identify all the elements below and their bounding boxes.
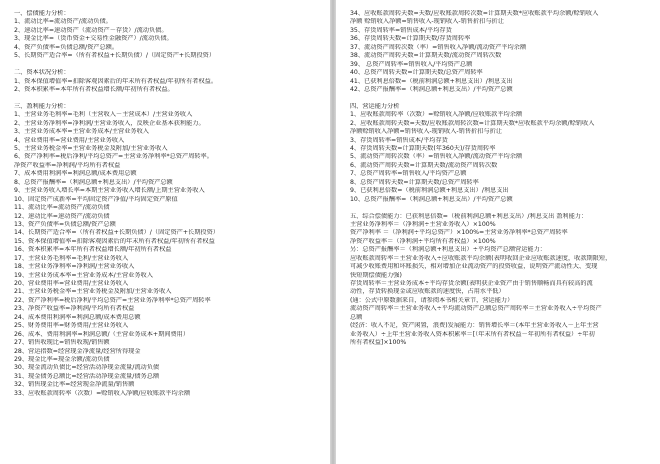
text-line: 15、资本保值增值率=扣除客观因素后的年末所有者权益/年初所有者权益 <box>14 237 215 245</box>
text-line: 业务收入）÷上年主营业务收入资本积累率＝[（年末所有者权益－年初所有者权益）÷年初 <box>350 330 595 338</box>
text-line: 主营业务净利率＝（净利润÷主营业务收入）×100% <box>350 220 496 228</box>
text-line: 20、营业费用率=营业费用/主营业务收入 <box>14 280 129 287</box>
text-line: 6、流动资产周转天数=计算期天数/流动资产周转次数 <box>350 161 498 169</box>
text-line: 另：总资产报酬率＝（利润总额+利息支出）÷平均资产总额营运能力： <box>350 246 546 254</box>
text-line: 3、主营业务成本率=主营业务成本/主营业务收入 <box>14 128 149 136</box>
text-line: 38、流动资产周转天数=计算期天数/流动资产周转次数 <box>350 52 502 60</box>
text-line: 5、长期资产适合率=（所有者权益+长期负债）/（固定资产+长期投资） <box>14 52 216 60</box>
text-line: 19、主营业务成本率=主营业务成本/主营业务收入 <box>14 271 153 279</box>
section-heading: 一、偿债能力分析： <box>14 10 70 17</box>
text-line: 动性，存货转换现金或应收账款的速度快，占用水平低） <box>350 288 505 296</box>
text-line: 6、资产净利率=税后净利/平均总资产=主营业务净利率*总资产周转率。 <box>14 153 213 161</box>
text-line: 37、流动资产周转次数（率）=销售收入净额/流动资产平均余额 <box>350 43 527 51</box>
text-line: 1、应收账款周转率（次数）=赊销收入净额/应收账款平均余额 <box>350 111 523 119</box>
text-line: 净额赊销收入净额=销售收入-现销收入-销售折扣与折让 <box>350 128 502 136</box>
text-line: 34、应收账款周转天数=天数/应收账款周转次数=计算期天数*应收账款平均余额/赊销收入 <box>350 10 599 17</box>
text-line: 9、主营业务收入增长率=本期主营业务收入增长额/上期主营业务收入 <box>14 187 205 195</box>
text-line: 39、 总资产周转率=销售收入/平均资产总额 <box>350 60 473 68</box>
text-line: 存货周转率＝主营业务成本÷平均存货余额(表明获企业资产由于销售顺畅而具有较高的流 <box>350 280 593 287</box>
text-line: 2、资本积累率=本年所有者权益增长额/年初所有者权益。 <box>14 85 174 93</box>
text-line: 5、主营业务税金率=主营业务税金及附加/主营业务收入 <box>14 145 168 152</box>
text-line: 42、总资产报酬率=（利润总额+利息支出）/平均资产总额 <box>350 85 513 93</box>
section-operating <box>350 103 652 204</box>
line-list <box>14 18 318 60</box>
text-line: 12、速动比率=速动资产/流动负债 <box>14 212 110 220</box>
text-line: 8、总资产周转天数=计算期天数/总资产周转率 <box>350 178 479 186</box>
line-list <box>350 10 652 94</box>
text-line: 2、速动比率=速动资产（流动资产－存货）/流动负债。 <box>14 26 168 34</box>
text-line: 33、应收账款周转率（次数）=赊销收入净额/应收账款平均余额 <box>14 389 191 397</box>
section-heading: 三、盈利能力分析： <box>14 102 70 110</box>
text-line: 3、存货周转率=销售成本/平均存货 <box>350 136 448 144</box>
text-line: 应收账款周转率＝主营业务收入÷应收账款平均余额(表明收回企业应收账款速度，收款期限短， <box>350 254 612 262</box>
text-line: 4、资产负债率=负债总额/资产总额。 <box>14 43 119 51</box>
section-capital <box>14 69 318 94</box>
text-line: 10、固定资产成新率=平均固定资产净值/平均固定资产原值 <box>14 195 178 203</box>
text-line: 14、长期资产适合率=（所有者权益+长期负债）/（固定资产+长期投资） <box>14 229 219 237</box>
text-line: 26、成本、费用利润率=利润总额/（主营业务成本+期间费用） <box>14 330 190 338</box>
line-list <box>350 213 652 348</box>
text-line: 2、主营业务净利率=净利润/主营业务收入，反映企业基本获利能力。 <box>14 119 205 127</box>
text-line: 21、主营业务税金率=主营业务税金及附加/主营业务收入 <box>14 288 172 296</box>
text-line: 净额 赊销收入净额=销售收入-现销收入-销售折扣与折让 <box>350 18 504 26</box>
text-line: 4、营业费用率=营业费用/主营业务收入 <box>14 136 125 144</box>
text-line: (通：公式中原数据来自，请参阅本书相关章节，营运能力） <box>350 296 514 304</box>
text-line: 16、资本积累率=本年所有者权益增长额/年初所有者权益 <box>14 246 172 254</box>
section-solvency <box>14 10 318 61</box>
line-list <box>350 111 652 204</box>
text-line: 5、流动资产周转次数（率）=销售收入净额/流动资产平均余额 <box>350 153 523 161</box>
section-continued <box>350 10 652 94</box>
text-line: 22、资产净利率=税后净利/平均总资产=主营业务净利率*总资产周转率 <box>14 296 211 304</box>
text-line: 总额 <box>350 313 363 321</box>
text-line: 13、资产负债率=负债总额/资产总额 <box>14 220 116 228</box>
text-line: 31、现金债务总额比=经营活动净现金流量/债务总额 <box>14 372 160 380</box>
text-line: 快短期偿债能力强) <box>350 271 402 279</box>
line-list <box>14 111 318 398</box>
text-line: 18、主营业务净利率=净利润/主营业务收入 <box>14 263 135 271</box>
text-line: 30、现金流动负债比=经营活动净现金流量/流动负债 <box>14 364 160 372</box>
text-line: 25、财务费用率=财务费用/主营业务收入 <box>14 322 129 330</box>
line-list <box>14 78 318 95</box>
section-comprehensive <box>350 213 652 348</box>
text-line: 3、现金比率=（货币资金+交易性金融资产）/流动负债。 <box>14 35 173 43</box>
text-line: 7、总资产周转率=销售收入/平均资产总额 <box>350 170 467 178</box>
section-heading: 四、营运能力分析 <box>350 102 400 110</box>
text-line: 4、存货周转天数=计算期天数(年360天)/存货周转率 <box>350 145 496 152</box>
text-line: 1、资本保值增值率=扣除客观因素后的年末所有者权益/年初所有者权益。 <box>14 77 218 85</box>
section-heading: 二、资本状况分析： <box>14 69 70 77</box>
section-profitability <box>14 103 318 398</box>
text-line: 7、成本费用利润率=利润总额/成本费用总额 <box>14 170 137 178</box>
text-line: (经济：收入不足，资产闲置，浪费)发展能力：销售增长率＝(本年主营业务收入－上年主营 <box>350 322 599 330</box>
text-line: 32、销售现金比率=经营现金净流量/销售额 <box>14 381 135 389</box>
text-line: 可减少收账费用和坏账损失，相对增加企业流动资产的投资收益，说明资产流动性大、变现 <box>350 263 598 271</box>
text-line: 1、主营业务毛利率=毛利（主营收入－主营成本）/主营业务收入 <box>14 111 193 119</box>
text-line: 11、流动比率=流动资产/流动负债 <box>14 204 110 212</box>
text-line: 2、应收账款周转天数=天数/应收账款周转次数=计算期天数*应收账款平均余额/赊销收入 <box>350 119 595 127</box>
text-line: 1、流动比率=流动资产/流动负债。 <box>14 18 112 26</box>
document-page-right <box>336 0 660 464</box>
text-line: 净资产收益率＝（净利润÷平均所有者权益）×100% <box>350 237 496 245</box>
text-line: 所有者权益]×100% <box>350 339 407 347</box>
text-line: 27、销售收现比=销售收现/销售额 <box>14 339 110 347</box>
text-line: 资产净利率 ＝（净利润÷平均总资产）×100%=主营业务净利率*总资产周转率 <box>350 229 568 237</box>
text-line: 五、综合偿债能力：已获利息倍数=（税前利润总额+利息支出）/利息支出 盈利能力： <box>350 212 588 220</box>
text-line: 40、总资产周转天数=计算期天数/总资产周转率 <box>350 69 483 77</box>
text-line: 35、存货周转率=销售成本/平均存货 <box>350 26 452 34</box>
text-line: 净资产收益率=净利润/平均所有者权益 <box>14 161 121 169</box>
text-line: 17、主营业务毛利率=毛利/主营业务收入 <box>14 254 129 262</box>
text-line: 28、营运指数=经营现金净流量/经营所得现金 <box>14 347 141 355</box>
text-line: 23、净资产收益率=净利润/平均所有者权益 <box>14 305 135 313</box>
text-line: 10、总资产报酬率=（利润总额+利息支出）/平均资产总额 <box>350 195 513 203</box>
text-line: 24、成本费用利润率=利润总额/成本费用总额 <box>14 313 141 321</box>
text-line: 36、存货周转天数=计算期天数/存货周转率 <box>350 35 471 43</box>
text-line: 41、已获利息倍数=（税前利润总额+利息支出）/利息支出 <box>350 77 513 85</box>
text-line: 29、现金比率=现金余额/流动负债 <box>14 355 110 363</box>
text-line: 9、已获利息倍数=（税前利润总额+利息支出）/利息支出 <box>350 187 509 195</box>
text-line: 8、总资产报酬率=（利润总额+利息支出）/平均资产总额 <box>14 178 173 186</box>
text-line: 流动资产周转率＝主营业务收入÷平均流动资产总额总资产周转率＝主营业务收入÷平均资产 <box>350 305 602 313</box>
